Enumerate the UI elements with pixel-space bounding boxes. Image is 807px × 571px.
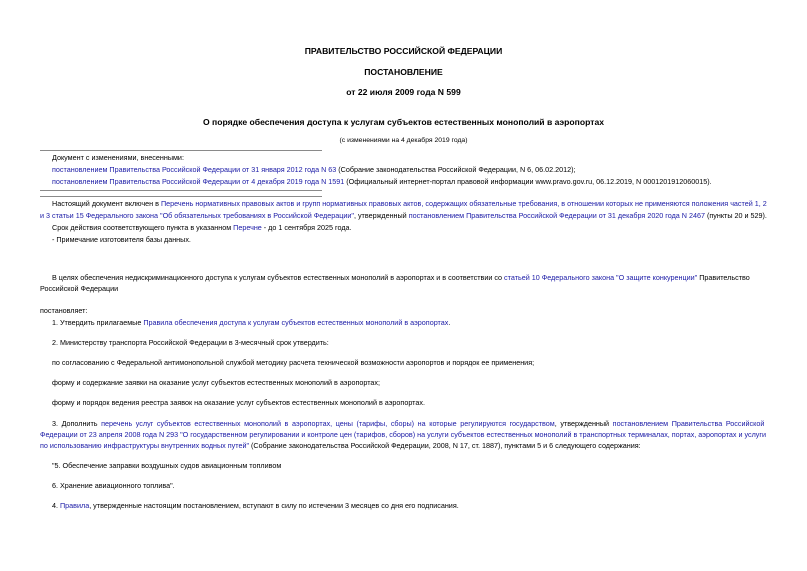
item-3-line-1	[52, 419, 764, 429]
amendments-bottom-rule	[40, 190, 322, 191]
date-number-heading: от 22 июля 2009 года N 599	[346, 87, 461, 97]
quoted-item-5: "5. Обеспечение заправки воздушных судов авиационным топливом	[52, 461, 282, 470]
services-list-link[interactable]: перечень услуг субъектов естественных монополий в аэропортах, цены (тарифы, сборы) на которые регулируются государством	[101, 419, 555, 428]
amendments-top-rule	[40, 150, 322, 151]
item-4	[52, 501, 459, 511]
note-line-3	[52, 223, 352, 233]
decides-text: постановляет:	[40, 306, 88, 315]
item-3-text-b: , утвержденный	[554, 419, 613, 428]
amendment-link-2[interactable]: постановлением Правительства Российской Федерации от 4 декабря 2019 года N 1591	[52, 177, 345, 186]
amendment-item-1	[52, 165, 576, 175]
note-line-2	[40, 211, 767, 221]
law-link[interactable]: и 3 статьи 15 Федерального закона "Об обязательных требованиях в Российской Федерации"	[40, 211, 354, 220]
preamble-text-a: В целях обеспечения недискриминационного доступа к услугам субъектов естественных монополий в аэропортах и в соответствии со	[52, 273, 505, 282]
document-title: О порядке обеспечения доступа к услугам субъектов естественных монополий в аэропортах	[202, 117, 605, 127]
resolution-293-link-a[interactable]: постановлением Правительства Российской	[612, 419, 765, 428]
revision-note: (с изменениями на 4 декабря 2019 года)	[339, 137, 468, 144]
amendment-item-2	[52, 177, 712, 187]
amendment-tail-2: (Официальный интернет-портал правовой информации www.pravo.gov.ru, 06.12.2019, N 0001201912060015).	[344, 177, 712, 186]
note-text-b: , утвержденный	[353, 211, 409, 220]
item-2-sub-b: форму и содержание заявки на оказание услуг субъектов естественных монополий в аэропортах;	[52, 378, 381, 387]
note-top-rule	[40, 196, 322, 197]
note-text-a: Настоящий документ включен в	[52, 199, 161, 208]
amendment-link-1[interactable]: постановлением Правительства Российской Федерации от 31 января 2012 года N 63	[52, 165, 337, 174]
list-link[interactable]: Перечне	[233, 223, 262, 232]
government-heading: ПРАВИТЕЛЬСТВО РОССИЙСКОЙ ФЕДЕРАЦИИ	[304, 46, 503, 56]
resolution-293-link-b[interactable]: Федерации от 23 апреля 2008 года N 293 "О государственном регулировании и контроле цен (тарифов, сборов) на услуги субъектов естественных монополий в транспортных терминалах, портах, аэропортах и услуги	[40, 430, 767, 439]
note-line-1	[52, 199, 767, 209]
item-1-text-a: 1. Утвердить прилагаемые	[52, 318, 144, 327]
checklist-link[interactable]: Перечень нормативных правовых актов и групп нормативных правовых актов, содержащих обязательные требования, в отношении которых не применяются положения частей 1, 2	[160, 199, 767, 208]
quoted-item-6: 6. Хранение авиационного топлива".	[52, 481, 175, 490]
preamble-line-1	[52, 273, 750, 283]
item-1	[52, 318, 450, 328]
preamble-line-2: Российской Федерации	[40, 284, 119, 293]
item-1-text-b: .	[448, 318, 451, 327]
item-3-line-3	[40, 441, 641, 451]
publisher-note: - Примечание изготовителя базы данных.	[52, 235, 191, 244]
note-text-c: (пункты 20 и 529).	[704, 211, 767, 220]
note-validity-b: - до 1 сентября 2025 года.	[261, 223, 352, 232]
item-3-text-a: 3. Дополнить	[52, 419, 102, 428]
rules-link[interactable]: Правила обеспечения доступа к услугам субъектов естественных монополий в аэропортах	[143, 318, 449, 327]
amendments-intro: Документ с изменениями, внесенными:	[52, 153, 184, 162]
note-validity-a: Срок действия соответствующего пункта в указанном	[52, 223, 234, 232]
item-3-text-c: (Собрание законодательства Российской Федерации, 2008, N 17, ст. 1887), пунктами 5 и 6 следующего содержания:	[249, 441, 641, 450]
item-2-sub-a: по согласованию с Федеральной антимонопольной службой методику расчета технической возможности аэропортов и порядок ее применения;	[52, 358, 535, 367]
item-4-text-b: , утвержденные настоящим постановлением, вступают в силу по истечении 3 месяцев со дня его подписания.	[89, 501, 459, 510]
resolution-2467-link[interactable]: постановлением Правительства Российской Федерации от 31 декабря 2020 года N 2467	[408, 211, 705, 220]
preamble-text-b: Правительство	[697, 273, 750, 282]
competition-law-link[interactable]: статьей 10 Федерального закона "О защите конкуренции"	[504, 273, 698, 282]
amendment-tail-1: (Собрание законодательства Российской Федерации, N 6, 06.02.2012);	[336, 165, 576, 174]
item-2: 2. Министерству транспорта Российской Федерации в 3-месячный срок утвердить:	[52, 338, 329, 347]
item-3-line-2	[40, 430, 766, 440]
doc-type-heading: ПОСТАНОВЛЕНИЕ	[364, 67, 443, 77]
item-4-text-a: 4.	[52, 501, 60, 510]
rules-link-2[interactable]: Правила	[60, 501, 90, 510]
resolution-293-link-c[interactable]: по использованию инфраструктуры внутренних водных путей"	[40, 441, 250, 450]
item-2-sub-c: форму и порядок ведения реестра заявок на оказание услуг субъектов естественных монополий в аэропортах.	[52, 398, 425, 407]
